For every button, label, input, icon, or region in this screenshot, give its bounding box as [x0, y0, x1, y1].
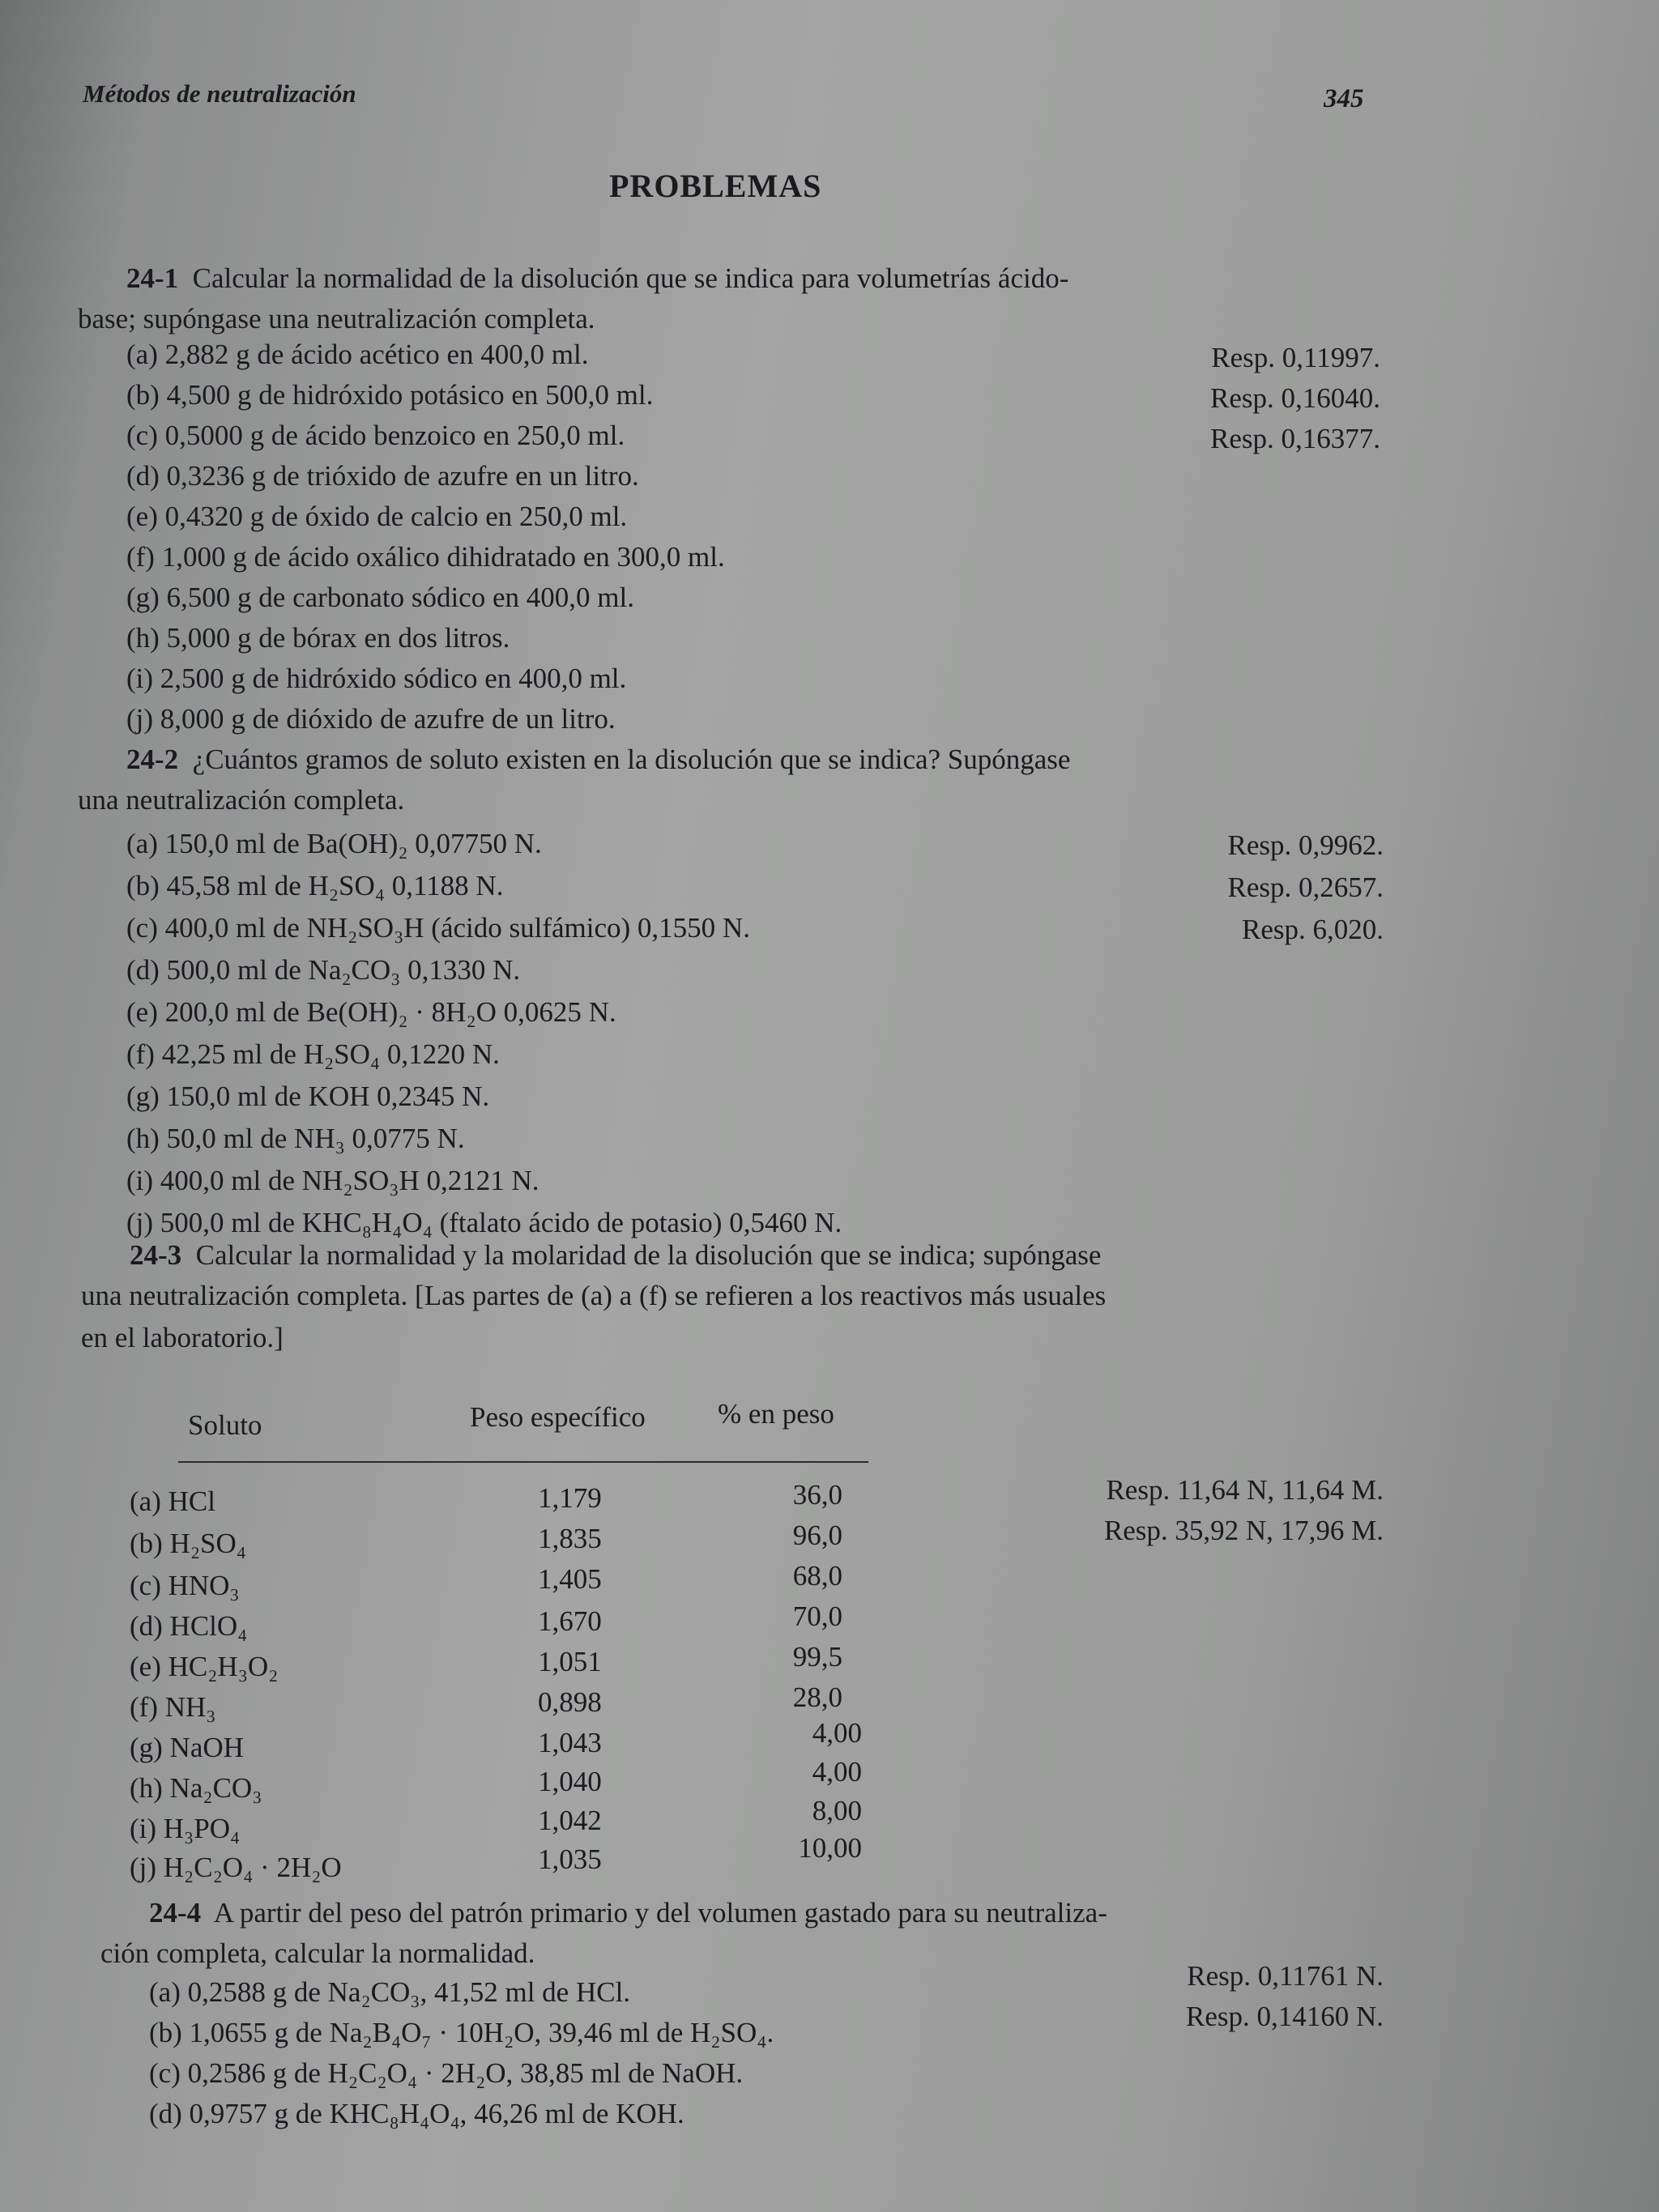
table-rule [178, 1461, 868, 1463]
problem-24-4-intro-cont: ción completa, calcular la normalidad. [100, 1937, 535, 1969]
list-item: (f) 1,000 g de ácido oxálico dihidratado en 300,0 ml. [126, 541, 725, 573]
problem-24-4-intro [149, 1897, 1107, 1929]
intro-line: A partir del peso del patrón primario y del volumen gastado para su neutraliza- [213, 1897, 1107, 1929]
list-item: (i) 2,500 g de hidróxido sódico en 400,0 ml. [126, 663, 627, 694]
page-number: 345 [1324, 84, 1364, 113]
problem-number: 24-4 [149, 1897, 202, 1929]
table-cell-percent: 96,0 [792, 1519, 842, 1551]
list-item: (c) 0,5000 g de ácido benzoico en 250,0 ml. [126, 420, 625, 451]
table-cell-density: 1,042 [538, 1805, 602, 1836]
answer: Resp. 0,16377. [1210, 423, 1380, 454]
list-item: (h) 5,000 g de bórax en dos litros. [126, 622, 510, 654]
table-cell-percent: 8,00 [812, 1795, 862, 1826]
table-cell-percent: 4,00 [812, 1756, 862, 1788]
list-item: (j) 500,0 ml de KHC₈H₄O₄ (ftalato ácido de potasio) 0,5460 N. [126, 1207, 842, 1238]
list-item: (g) 6,500 g de carbonato sódico en 400,0 ml. [126, 582, 634, 613]
table-cell-percent: 68,0 [792, 1560, 842, 1592]
list-item: (j) 8,000 g de dióxido de azufre de un litro. [126, 703, 616, 735]
table-cell-density: 1,835 [538, 1523, 602, 1554]
table-cell-density: 1,051 [538, 1646, 602, 1677]
table-cell-solute: (b) H₂SO₄ [130, 1528, 246, 1559]
answer: Resp. 0,16040. [1210, 382, 1380, 414]
problem-24-3-intro-cont: en el laboratorio.] [81, 1322, 284, 1353]
answer: Resp. 35,92 N, 17,96 M. [1103, 1515, 1384, 1546]
list-item: (a) 0,2588 g de Na₂CO₃, 41,52 ml de HCl. [149, 1976, 631, 2008]
list-item: (b) 45,58 ml de H₂SO₄ 0,1188 N. [126, 870, 504, 901]
table-cell-density: 0,898 [538, 1686, 602, 1718]
problem-24-3-intro-cont: una neutralización completa. [Las partes de (a) a (f) se refieren a los reactivos más usuales [81, 1280, 1107, 1311]
problem-number: 24-3 [130, 1239, 182, 1271]
list-item: (f) 42,25 ml de H₂SO₄ 0,1220 N. [126, 1038, 500, 1070]
answer: Resp. 0,14160 N. [1185, 2001, 1384, 2032]
table-cell-solute: (h) Na₂CO₃ [130, 1772, 262, 1804]
table-cell-percent: 4,00 [812, 1717, 862, 1749]
table-cell-percent: 36,0 [792, 1479, 842, 1511]
list-item: (c) 0,2586 g de H₂C₂O₄ · 2H₂O, 38,85 ml de NaOH. [149, 2057, 744, 2089]
list-item: (d) 0,3236 g de trióxido de azufre en un litro. [126, 460, 639, 492]
problem-24-2-intro-cont: una neutralización completa. [78, 784, 405, 816]
list-item: (a) 2,882 g de ácido acético en 400,0 ml. [126, 339, 589, 370]
table-cell-percent: 70,0 [792, 1600, 842, 1632]
list-item: (a) 150,0 ml de Ba(OH)₂ 0,07750 N. [126, 828, 542, 859]
list-item: (d) 500,0 ml de Na₂CO₃ 0,1330 N. [126, 954, 521, 986]
list-item: (b) 1,0655 g de Na₂B₄O₇ · 10H₂O, 39,46 ml de H₂SO₄. [149, 2017, 774, 2048]
answer: Resp. 0,11997. [1211, 342, 1380, 373]
table-cell-percent: 10,00 [798, 1832, 862, 1864]
problem-24-2-intro [126, 744, 1070, 776]
table-cell-solute: (a) HCl [130, 1485, 215, 1517]
table-cell-solute: (d) HClO₄ [130, 1610, 248, 1642]
intro-line: Calcular la normalidad y la molaridad de la disolución que se indica; supóngase [195, 1239, 1102, 1271]
table-cell-density: 1,405 [538, 1563, 602, 1595]
table-cell-solute: (e) HC₂H₃O₂ [130, 1651, 279, 1682]
list-item: (b) 4,500 g de hidróxido potásico en 500,0 ml. [126, 379, 654, 411]
answer: Resp. 0,2657. [1227, 872, 1384, 903]
list-item: (e) 0,4320 g de óxido de calcio en 250,0 ml. [126, 501, 628, 532]
table-cell-solute: (j) H₂C₂O₄ · 2H₂O [130, 1852, 342, 1883]
table-cell-density: 1,040 [538, 1766, 602, 1797]
table-cell-solute: (g) NaOH [130, 1732, 244, 1763]
answer: Resp. 6,020. [1242, 914, 1384, 945]
table-cell-density: 1,179 [538, 1482, 602, 1514]
answer: Resp. 11,64 N, 11,64 M. [1106, 1474, 1384, 1506]
problem-number: 24-2 [126, 744, 179, 775]
running-title: Métodos de neutralización [83, 79, 356, 108]
intro-line: Calcular la normalidad de la disolución que se indica para volumetrías ácido- [192, 262, 1069, 294]
table-cell-solute: (c) HNO₃ [130, 1570, 240, 1601]
table-cell-density: 1,035 [538, 1843, 602, 1875]
table-cell-density: 1,043 [538, 1727, 602, 1758]
list-item: (c) 400,0 ml de NH₂SO₃H (ácido sulfámico) 0,1550 N. [126, 912, 750, 944]
section-title: PROBLEMAS [609, 168, 822, 204]
list-item: (d) 0,9757 g de KHC₈H₄O₄, 46,26 ml de KOH. [149, 2098, 684, 2129]
table-cell-solute: (i) H₃PO₄ [130, 1813, 241, 1844]
column-header-density: Peso específico [470, 1401, 646, 1433]
list-item: (h) 50,0 ml de NH₃ 0,0775 N. [126, 1123, 465, 1154]
list-item: (i) 400,0 ml de NH₂SO₃H 0,2121 N. [126, 1165, 539, 1196]
problem-number: 24-1 [126, 262, 179, 294]
problem-24-1-intro [126, 262, 1068, 295]
column-header-solute: Soluto [188, 1409, 262, 1441]
table-cell-solute: (f) NH₃ [130, 1691, 216, 1723]
table-cell-percent: 28,0 [792, 1681, 842, 1713]
table-cell-density: 1,670 [538, 1605, 602, 1637]
answer: Resp. 0,11761 N. [1187, 1960, 1384, 1992]
table-cell-percent: 99,5 [792, 1641, 842, 1673]
problem-24-3-intro [130, 1239, 1101, 1272]
problem-24-1-intro-cont: base; supóngase una neutralización completa. [78, 303, 595, 335]
list-item: (g) 150,0 ml de KOH 0,2345 N. [126, 1080, 490, 1112]
answer: Resp. 0,9962. [1227, 829, 1384, 861]
list-item: (e) 200,0 ml de Be(OH)₂ · 8H₂O 0,0625 N. [126, 996, 616, 1028]
intro-line: ¿Cuántos gramos de soluto existen en la disolución que se indica? Supóngase [192, 744, 1071, 775]
column-header-percent: % en peso [718, 1398, 834, 1430]
